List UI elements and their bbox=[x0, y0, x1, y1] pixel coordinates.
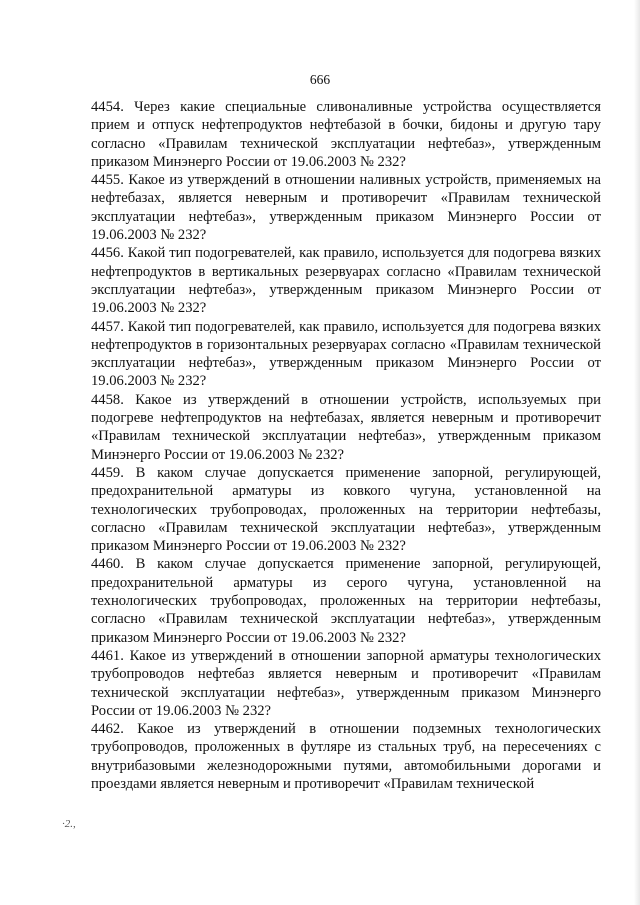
question-4455: 4455. Какое из утверждений в отношении наливных устройств, применяемых на нефтебазах, является неверным и противоречит «Правилам технической эксплуатации нефтебаз», утвержденным приказом Минэнерго России от 19.06.2003 № 232? bbox=[91, 172, 601, 244]
question-4457: 4457. Какой тип подогревателей, как правило, используется для подогрева вязких нефтепродуктов в горизонтальных резервуарах согласно «Правилам технической эксплуатации нефтебаз», утвержденным приказом Минэнерго России от 19.06.2003 № 232? bbox=[91, 318, 601, 390]
question-4456: 4456. Какой тип подогревателей, как правило, используется для подогрева вязких нефтепродуктов в вертикальных резервуарах согласно «Правилам технической эксплуатации нефтебаз», утвержденным приказом Минэнерго России от 19.06.2003 № 232? bbox=[91, 245, 601, 317]
question-4458: 4458. Какое из утверждений в отношении устройств, используемых при подогреве нефтепродуктов на нефтебазах, является неверным и противоречит «Правилам технической эксплуатации нефтебаз», утвержденным приказом Минэнерго России от 19.06.2003 № 232? bbox=[91, 391, 601, 463]
question-4459: 4459. В каком случае допускается применение запорной, регулирующей, предохранительной арматуры из ковкого чугуна, установленной на технологических трубопроводах, проложенных на территории нефтебазы, согласно «Правилам технической эксплуатации нефтебаз», утвержденным приказом Минэнерго России от 19.06.2003 № 232? bbox=[91, 464, 601, 555]
question-4454: 4454. Через какие специальные сливоналивные устройства осуществляется прием и отпуск нефтепродуктов нефтебазой в бочки, бидоны и другую тару согласно «Правилам технической эксплуатации нефтебаз», утвержденным приказом Минэнерго России от 19.06.2003 № 232? bbox=[91, 99, 601, 170]
questions-list bbox=[91, 98, 601, 793]
page-edge-shadow bbox=[634, 0, 640, 905]
page-number: 666 bbox=[309, 72, 331, 87]
question-4460: 4460. В каком случае допускается применение запорной, регулирующей, предохранительной арматуры из серого чугуна, установленной на технологических трубопроводах, проложенных на территории нефтебазы, согласно «Правилам технической эксплуатации нефтебаз», утвержденным приказом Минэнерго России от 19.06.2003 № 232? bbox=[91, 556, 601, 646]
question-4461: 4461. Какое из утверждений в отношении запорной арматуры технологических трубопроводов нефтебаз является неверным и противоречит «Правилам технической эксплуатации нефтебаз», утвержденным приказом Минэнерго России от 19.06.2003 № 232? bbox=[91, 647, 601, 719]
margin-mark: ·2., bbox=[62, 818, 76, 830]
question-4462: 4462. Какое из утверждений в отношении подземных технологических трубопроводов, проложенных в футляре из стальных труб, на пересечениях с внутрибазовыми железнодорожными путями, автомобильными дорогами и проездами является неверным и противоречит «Правилам технической bbox=[91, 721, 601, 792]
